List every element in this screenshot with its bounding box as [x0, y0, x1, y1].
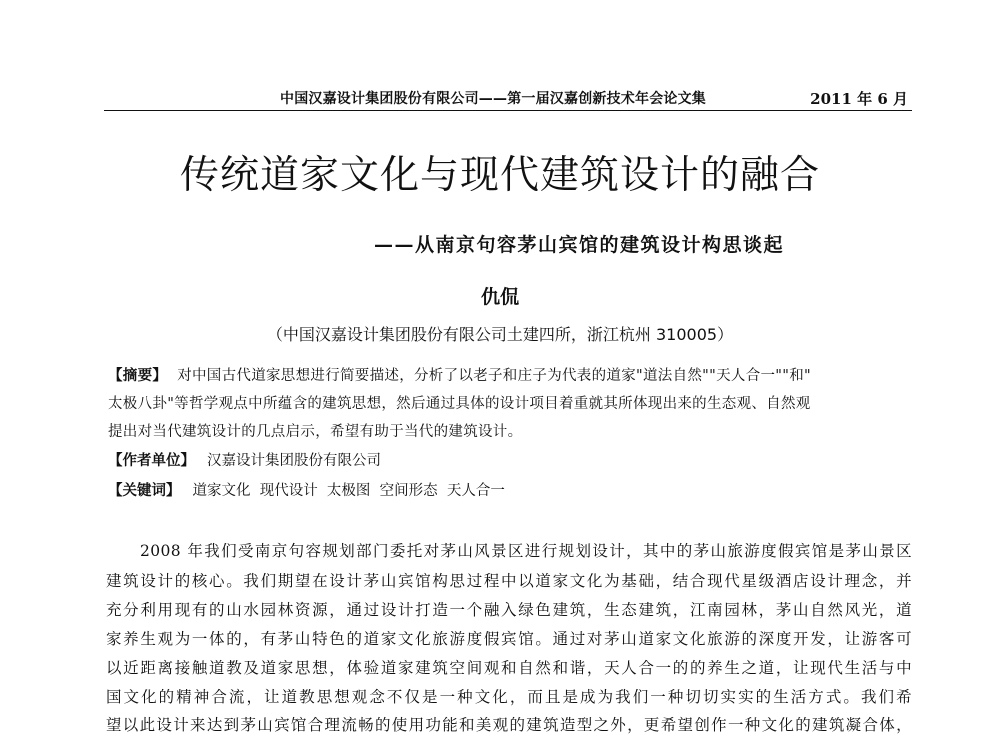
paper-affiliation: （中国汉嘉设计集团股份有限公司土建四所，浙江杭州 310005）: [266, 325, 734, 344]
keywords-value: 道家文化 现代设计 太极图 空间形态 天人合一: [192, 483, 505, 499]
body-paragraph-line: 2008 年我们受南京句容规划部门委托对茅山风景区进行规划设计，其中的茅山旅游度假宾馆是茅山景区: [140, 542, 912, 560]
keywords: [108, 479, 912, 500]
abstract-text: 对中国古代道家思想进行简要描述，分析了以老子和庄子为代表的道家"道法自然""天人合一""和": [177, 368, 812, 384]
header-date: 2011 年 6 月: [810, 90, 908, 108]
abstract-label: 【摘要】: [108, 368, 168, 384]
abstract-line-2: 太极八卦"等哲学观点中所蕴含的建筑思想，然后通过具体的设计项目着重就其所体现出来的生态观、自然观: [108, 396, 811, 412]
body-paragraph-line: 以近距离接触道教及道家思想，体验道家建筑空间观和自然和谐，天人合一的的养生之道，让现代生活与中: [106, 659, 912, 677]
body-paragraph-line: 建筑设计的核心。我们期望在设计茅山宾馆构思过程中以道家文化为基础，结合现代星级酒店设计理念，并: [106, 572, 912, 590]
author-unit-value: 汉嘉设计集团股份有限公司: [207, 453, 381, 469]
running-header: [104, 86, 912, 111]
body-paragraph-line: 充分利用现有的山水园林资源，通过设计打造一个融入绿色建筑，生态建筑，江南园林，茅山自然风光，道: [106, 601, 912, 619]
header-journal-title: 中国汉嘉设计集团股份有限公司——第一届汉嘉创新技术年会论文集: [280, 91, 706, 107]
body-paragraph-line: 家养生观为一体的，有茅山特色的道家文化旅游度假宾馆。通过对茅山道家文化旅游的深度开发，让游客可: [106, 630, 912, 648]
abstract-line-3: 提出对当代建筑设计的几点启示，希望有助于当代的建筑设计。: [108, 424, 523, 440]
body-paragraph-line: 望以此设计来达到茅山宾馆合理流畅的使用功能和美观的建筑造型之外，更希望创作一种文化的建筑凝合体，: [106, 716, 912, 734]
author-unit: [108, 449, 912, 470]
body-paragraph-line: 国文化的精神合流，让道教思想观念不仅是一种文化，而且是成为我们一种切切实实的生活方式。我们希: [106, 688, 912, 706]
paper-title: 传统道家文化与现代建筑设计的融合: [179, 153, 820, 198]
paper-author: 仇侃: [480, 286, 519, 308]
keywords-label: 【关键词】: [108, 483, 181, 499]
author-unit-label: 【作者单位】: [108, 453, 195, 469]
abstract-line-1: [108, 364, 912, 385]
paper-subtitle: ——从南京句容茅山宾馆的建筑设计构思谈起: [374, 234, 785, 256]
